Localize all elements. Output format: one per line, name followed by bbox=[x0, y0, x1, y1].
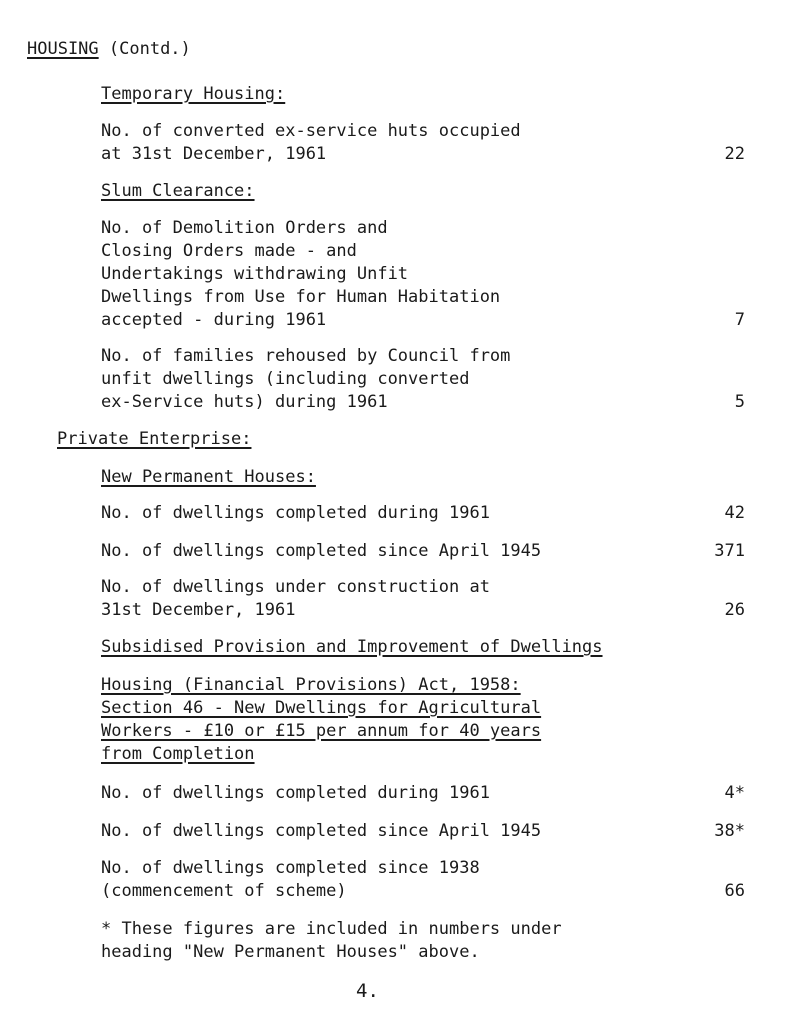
private-enterprise-heading: Private Enterprise: bbox=[57, 429, 252, 449]
temporary-housing-heading: Temporary Housing: bbox=[101, 84, 286, 104]
temporary-item-1-value: 22 bbox=[724, 144, 745, 164]
private-item-1-text: No. of dwellings completed during 1961 bbox=[101, 503, 490, 523]
private-item-3-value: 26 bbox=[724, 600, 745, 620]
act-line-3: Workers - £10 or £15 per annum for 40 years bbox=[101, 721, 542, 741]
section-title-main: HOUSING bbox=[27, 39, 99, 59]
slum-item-2-value: 5 bbox=[734, 392, 745, 412]
subsidised-provision-heading: Subsidised Provision and Improvement of Dwellings bbox=[101, 637, 603, 657]
act-line-1: Housing (Financial Provisions) Act, 1958: bbox=[101, 675, 521, 695]
subsidised-item-2-value: 38* bbox=[714, 821, 745, 841]
private-item-3-text: No. of dwellings under construction at 31st December, 1961 bbox=[101, 577, 490, 620]
subsidised-item-1-value: 4* bbox=[724, 783, 745, 803]
subsidised-item-2-text: No. of dwellings completed since April 1945 bbox=[101, 821, 542, 841]
footnote: * These figures are included in numbers under heading "New Permanent Houses" above. bbox=[101, 919, 562, 962]
section-title-suffix: (Contd.) bbox=[98, 39, 191, 59]
private-item-2-value: 371 bbox=[714, 541, 745, 561]
slum-item-1-value: 7 bbox=[734, 310, 745, 330]
private-item-1-value: 42 bbox=[724, 503, 745, 523]
subsidised-item-1-text: No. of dwellings completed during 1961 bbox=[101, 783, 490, 803]
slum-item-1-text: No. of Demolition Orders and Closing Orders made - and Undertakings withdrawing Unfit Dwellings from Use for Human Habitation accepted - during 1961 bbox=[101, 218, 501, 330]
subsidised-item-3-value: 66 bbox=[724, 881, 745, 901]
slum-clearance-heading: Slum Clearance: bbox=[101, 181, 255, 201]
slum-item-2-text: No. of families rehoused by Council from unfit dwellings (including converted ex-Service huts) during 1961 bbox=[101, 346, 511, 412]
act-line-4: from Completion bbox=[101, 744, 255, 764]
page-number: 4. bbox=[356, 980, 379, 1002]
section-title bbox=[27, 38, 191, 61]
new-permanent-houses-heading: New Permanent Houses: bbox=[101, 467, 316, 487]
private-item-2-text: No. of dwellings completed since April 1945 bbox=[101, 541, 542, 561]
act-line-2: Section 46 - New Dwellings for Agricultural bbox=[101, 698, 542, 718]
subsidised-item-3-text: No. of dwellings completed since 1938 (commencement of scheme) bbox=[101, 858, 480, 901]
temporary-item-1-text: No. of converted ex-service huts occupied at 31st December, 1961 bbox=[101, 121, 521, 164]
